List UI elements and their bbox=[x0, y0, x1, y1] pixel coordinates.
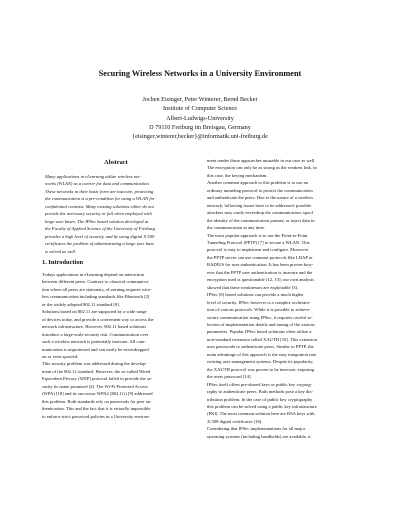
text-line: (PKI). The most common solution here are RSA keys with bbox=[207, 411, 315, 417]
text-line: lection of implementation details and tuning of the various bbox=[207, 321, 315, 327]
text-line: protocol is easy to implement and configure. Moreover bbox=[207, 247, 309, 253]
text-line: tion of various protocols. While it is possible to achieve bbox=[207, 307, 310, 313]
author-institute: Institute of Computer Science bbox=[162, 105, 238, 113]
text-line: Considering that IPSec implementations for all major bbox=[207, 426, 306, 432]
abstract-text bbox=[45, 173, 195, 255]
text-line: The most popular approach is to use the Point-to-Point bbox=[207, 232, 308, 238]
author-block bbox=[60, 95, 340, 141]
text-line: works (WLAN) as a carrier for data and communication. bbox=[45, 181, 150, 187]
text-line: provide the necessary security or fail when employed with bbox=[45, 211, 152, 217]
text-line: Tunneling Protocol (PPTP) [7] to secure a WLAN. This bbox=[207, 239, 310, 245]
text-line: such a wireless network is potentially insecure. All com- bbox=[42, 339, 146, 345]
text-line: main advantage of this approach is the easy integration into bbox=[207, 351, 317, 357]
text-line: is solved as well. bbox=[45, 248, 77, 254]
text-line: certificates the problem of administrating a large user base bbox=[45, 241, 155, 247]
text-line: this problem can be solved using a public key infrastructure bbox=[207, 403, 317, 409]
text-line: confidential contents. Many existing solutions either do not bbox=[45, 203, 154, 209]
text-line: tion where all peers are stationary, eLearning requires wire- bbox=[42, 286, 152, 292]
text-line: this case, the keying mechanism. bbox=[207, 172, 268, 178]
text-line: curity its name promised [4]. The Wi-Fi Protected Access bbox=[42, 383, 148, 389]
text-line: network infrastructure. However, 802.11 based solutions bbox=[42, 324, 147, 330]
text-line: this problem. Both standards rely on passwords for peer au- bbox=[42, 398, 152, 404]
text-line: the XAUTH protocol was proven to be insecure, exposing bbox=[207, 366, 315, 372]
text-line: These networks in their basic form are insecure, protecting bbox=[45, 188, 154, 194]
text-line: non-standard extension called XAUTH [10]. This extension bbox=[207, 336, 318, 342]
text-line: parameters. Popular IPSec based solutions often utilize a bbox=[207, 329, 312, 335]
text-line: X.509 digital certificates [16]. bbox=[207, 418, 263, 424]
text-line: or the widely adopted 802.11 standard [8]. bbox=[42, 301, 120, 307]
text-line: IPSec [6] based solutions can provide a much higher bbox=[207, 292, 304, 298]
author-address: D 79110 Freiburg im Breisgau, Germany bbox=[149, 123, 251, 131]
text-line: level of security. IPSec however is a complex orchestra- bbox=[207, 299, 311, 305]
text-line: This security problem was addressed during the develop- bbox=[42, 361, 147, 367]
text-line: the PPTP server can use common protocols like LDAP or bbox=[207, 254, 313, 260]
author-university: Albert-Ludwigs-University bbox=[166, 114, 234, 122]
text-line: ment of the 802.11 standard. However, the so-called Wired bbox=[42, 368, 151, 374]
text-line: IPSec itself offers pre-shared keys or public key cryptog- bbox=[207, 381, 313, 387]
text-line: The encryption can only be as strong as the weakest link, in bbox=[207, 165, 317, 171]
text-line: of devices today, and provide a convenient way to access the bbox=[42, 316, 154, 322]
text-line: (WPA) [18] and its successor WPA2 (802.11i) [9] addressed bbox=[42, 391, 153, 397]
introduction-text bbox=[42, 271, 197, 420]
text-line: Another common approach to this problem is to use an bbox=[207, 180, 308, 186]
text-line: and authenticate the peers. Due to the nature of a wireless bbox=[207, 195, 313, 201]
text-line: the identity of the communication partner; or inject data in bbox=[207, 217, 315, 223]
text-line: the users password [14]. bbox=[207, 374, 252, 380]
right-column-text bbox=[207, 157, 365, 440]
text-line: RADIUS for user authentication. It has been proven how- bbox=[207, 262, 314, 268]
text-line: on or even spoofed. bbox=[42, 353, 79, 359]
text-line: between different peers. Contrary to classical communica- bbox=[42, 279, 150, 285]
text-line: raphy to authenticate peers. Both methods pose a key dis- bbox=[207, 389, 313, 395]
text-line: the communication is a pre-condition for using a WLAN for bbox=[45, 196, 155, 202]
text-line: the communication at any time. bbox=[207, 225, 266, 231]
text-line: ordinary tunneling protocol to protect the communication bbox=[207, 187, 313, 193]
text-line: introduce a large-scale security risk. Communication over bbox=[42, 331, 149, 337]
text-line: uses passwords to authenticate peers. Similar to PPTP, the bbox=[207, 344, 314, 350]
text-line: tribution problem. In the case of public key cryptography bbox=[207, 396, 313, 402]
text-line: munication is unprotected and can easily be eavesdropped bbox=[42, 346, 149, 352]
text-line: showed that these weaknesses are exploitable [3]. bbox=[207, 284, 299, 290]
text-line: ment render those approaches unusable in our case as well. bbox=[207, 158, 316, 163]
introduction-heading: 1. Introduction bbox=[42, 259, 84, 266]
text-line: the Faculty of Applied Science of the University of Freiburg bbox=[45, 226, 155, 232]
abstract-heading: Abstract bbox=[104, 159, 128, 166]
text-line: to enforce strict password policies in a University environ- bbox=[42, 413, 150, 419]
text-line: less communication including standards like Bluetooth [2] bbox=[42, 294, 150, 300]
paper-title: Securing Wireless Networks in a University Environment bbox=[98, 69, 302, 78]
author-names: Jochen Eisinger, Peter Winterer, Bernd Becker bbox=[142, 96, 258, 103]
text-line: large user bases. The IPSec based solution developed at bbox=[45, 218, 149, 224]
text-line: operating systems (including handhelds) are available, it bbox=[207, 433, 311, 439]
text-line: Equivalent Privacy (WEP) protocol failed to provide the se- bbox=[42, 376, 153, 382]
text-line: Solutions based on 802.11 are supported by a wide range bbox=[42, 309, 147, 315]
text-line: thentication. This and the fact that it is virtually impossible bbox=[42, 406, 151, 412]
text-line: encryption used is questionable [12, 13]; our own analysis bbox=[207, 277, 315, 283]
text-line: provides a high level of security, and by using digital X.509 bbox=[45, 233, 155, 239]
text-line: existing user management systems. Despite its popularity, bbox=[207, 359, 314, 365]
text-line: Many applications in eLearning utilize wireless net- bbox=[45, 174, 141, 179]
text-line: network, following issues have to be addressed: possible bbox=[207, 202, 312, 208]
text-line: attackers may easily eavesdrop the communication; spoof bbox=[207, 210, 314, 216]
text-line: secure communication using IPSec, it requires careful se- bbox=[207, 314, 313, 320]
author-email: {eisinger,winterer,becker}@informatik.uni-freiburg.de bbox=[132, 133, 268, 141]
text-line: Todays applications in eLearning depend on interaction bbox=[42, 272, 144, 277]
text-line: ever that the PPTP user authentication is insecure and the bbox=[207, 269, 313, 275]
